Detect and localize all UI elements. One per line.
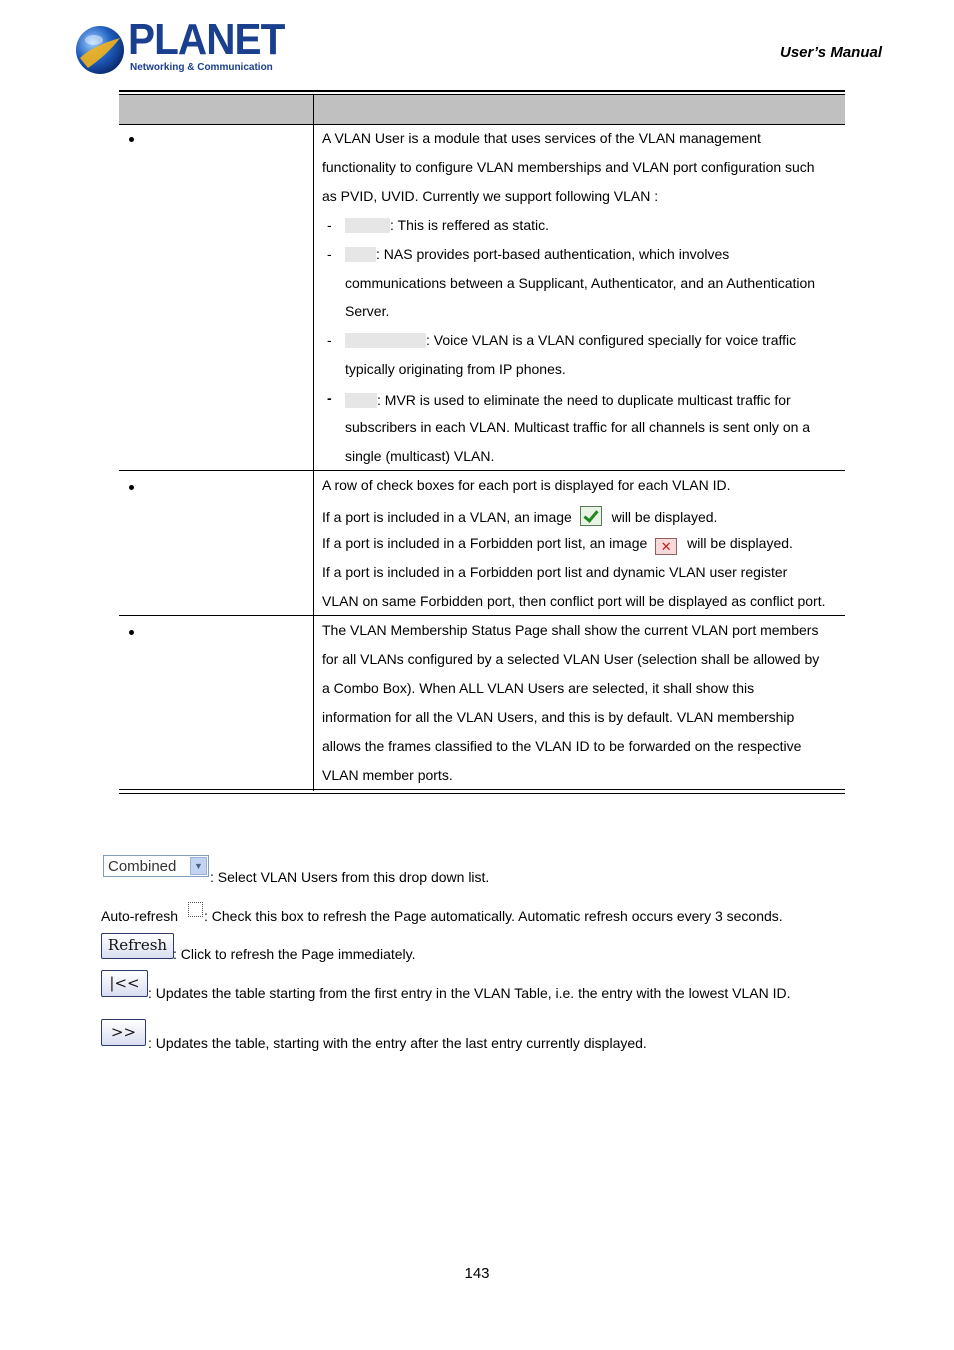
x-mark-icon: ✕ bbox=[655, 538, 677, 555]
table-text: as PVID, UVID. Currently we support following VLAN : bbox=[322, 188, 659, 204]
auto-refresh-label: Auto-refresh bbox=[101, 908, 179, 924]
combo-description: : Select VLAN Users from this drop down list. bbox=[210, 869, 490, 885]
list-item-text: Server. bbox=[345, 303, 390, 319]
page-number: 143 bbox=[464, 1265, 490, 1282]
table-text: A VLAN User is a module that uses services of the VLAN management bbox=[322, 130, 761, 146]
list-dash: - bbox=[327, 246, 332, 262]
table-column-divider bbox=[313, 94, 314, 791]
list-item-text: communications between a Supplicant, Authenticator, and an Authentication bbox=[345, 275, 816, 291]
next-page-button[interactable]: >> bbox=[101, 1019, 146, 1046]
bullet-icon bbox=[129, 625, 137, 633]
table-bottom-rule bbox=[119, 789, 845, 794]
refresh-description: : Click to refresh the Page immediately. bbox=[173, 946, 416, 962]
first-page-description: : Updates the table starting from the first entry in the VLAN Table, i.e. the entry with the lowest VLAN ID. bbox=[148, 985, 791, 1001]
table-row-divider bbox=[119, 470, 845, 471]
list-dash: - bbox=[327, 332, 332, 348]
table-text: VLAN member ports. bbox=[322, 767, 453, 783]
auto-refresh-checkbox[interactable] bbox=[188, 902, 203, 917]
table-text: functionality to configure VLAN memberships and VLAN port configuration such bbox=[322, 159, 815, 175]
table-text: a Combo Box). When ALL VLAN Users are selected, it shall show this bbox=[322, 680, 755, 696]
table-text: If a port is included in a Forbidden port list, an image ✕ will be displayed. bbox=[322, 535, 793, 554]
next-page-description: : Updates the table, starting with the entry after the last entry currently displayed. bbox=[148, 1035, 647, 1051]
vlan-user-select[interactable] bbox=[103, 855, 209, 877]
table-text: information for all the VLAN Users, and this is by default. VLAN membership bbox=[322, 709, 795, 725]
refresh-button[interactable]: Refresh bbox=[101, 933, 174, 959]
list-dash: - bbox=[327, 390, 332, 406]
vlan-user-select-value: Combined bbox=[108, 858, 177, 875]
table-row-divider bbox=[119, 615, 845, 616]
logo-subtitle: Networking & Communication bbox=[130, 62, 273, 73]
logo-text: PLANET bbox=[128, 15, 285, 64]
list-item-text: single (multicast) VLAN. bbox=[345, 448, 495, 464]
table-text: If a port is included in a VLAN, an image will be displayed. bbox=[322, 506, 717, 526]
manual-label: User’s Manual bbox=[780, 44, 882, 61]
planet-logo-globe-icon bbox=[74, 24, 126, 76]
bullet-icon bbox=[129, 480, 137, 488]
table-text: The VLAN Membership Status Page shall show the current VLAN port members bbox=[322, 622, 819, 638]
table-top-rule bbox=[119, 90, 845, 92]
list-item-text: typically originating from IP phones. bbox=[345, 361, 566, 377]
first-page-button[interactable]: |<< bbox=[101, 970, 148, 997]
auto-refresh-description: : Check this box to refresh the Page automatically. Automatic refresh occurs every 3 seconds. bbox=[204, 908, 783, 924]
table-text: allows the frames classified to the VLAN ID to be forwarded on the respective bbox=[322, 738, 802, 754]
list-item: : This is reffered as static. bbox=[345, 217, 549, 234]
list-item: : MVR is used to eliminate the need to duplicate multicast traffic for bbox=[345, 392, 791, 409]
bullet-icon bbox=[129, 132, 137, 140]
table-text: If a port is included in a Forbidden port list and dynamic VLAN user register bbox=[322, 564, 788, 580]
table-text: VLAN on same Forbidden port, then conflict port will be displayed as conflict port. bbox=[322, 593, 826, 609]
table-text: A row of check boxes for each port is displayed for each VLAN ID. bbox=[322, 477, 731, 493]
table-text: for all VLANs configured by a selected VLAN User (selection shall be allowed by bbox=[322, 651, 820, 667]
list-item: : Voice VLAN is a VLAN configured specially for voice traffic bbox=[345, 332, 796, 349]
checkmark-icon bbox=[580, 506, 602, 526]
list-item-text: subscribers in each VLAN. Multicast traffic for all channels is sent only on a bbox=[345, 419, 811, 435]
table-header bbox=[119, 94, 845, 125]
list-dash: - bbox=[327, 217, 332, 233]
chevron-down-icon[interactable]: ▼ bbox=[190, 857, 207, 875]
list-item: : NAS provides port-based authentication, which involves bbox=[345, 246, 729, 263]
